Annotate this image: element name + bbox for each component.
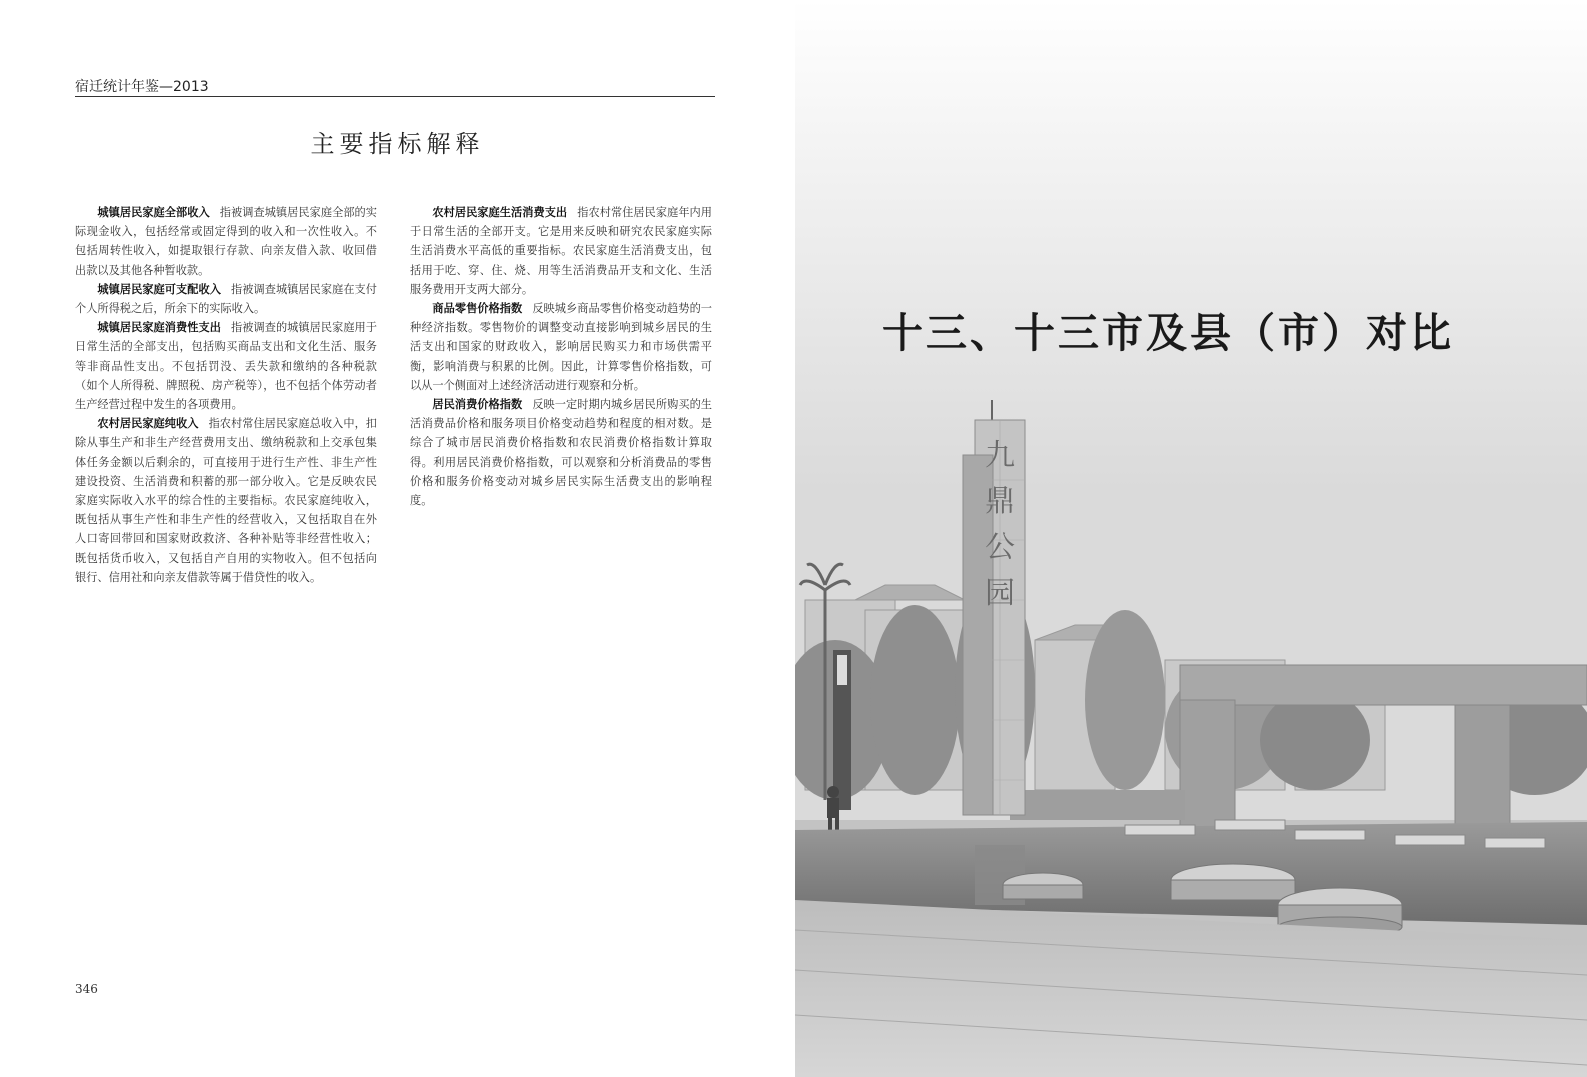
- definition-paragraph: [410, 299, 712, 395]
- tower-sign-character: 园: [985, 576, 1015, 611]
- right-page: [795, 0, 1587, 1077]
- definition-term: 农村居民家庭生活消费支出: [432, 206, 568, 219]
- definition-text: 指农村常住居民家庭年内用于日常生活的全部开支。它是用来反映和研究农民家庭实际生活消费水平高低的重要指标。农民家庭生活消费支出，包括用于吃、穿、住、烧、用等生活消费品开支和文化、生活服务费用开支两大部分。: [410, 206, 712, 296]
- text-column-right: [410, 203, 712, 510]
- definition-paragraph: [75, 414, 377, 587]
- park-photo: [795, 0, 1587, 1077]
- definition-paragraph: [410, 203, 712, 299]
- book-title: 宿迁统计年鉴—2013: [75, 79, 209, 95]
- definition-text: 指被调查城镇居民家庭在支付个人所得税之后，所余下的实际收入。: [75, 282, 377, 316]
- child-figure: [827, 786, 839, 832]
- definition-term: 城镇居民家庭消费性支出: [97, 321, 221, 335]
- definition-text: 指农村常住居民家庭总收入中，扣除从事生产和非生产经营费用支出、缴纳税款和上交承包集体任务金额以后剩余的，可直接用于进行生产性、非生产性建设投资、生活消费和积蓄的那一部分收入。它是反映农民家庭实际收入水平的综合性的主要指标。农民家庭纯收入，既包括从事生产性和非生产性的经营收入，又包括取自在外人口寄回带回和国家财政救济、各种补贴等非经营性收入；既包括货币收入，又包括自产自用的实物收入。但不包括向银行、信用社和向亲友借款等属于借贷性的收入。: [75, 417, 377, 584]
- definition-term: 城镇居民家庭可支配收入: [97, 282, 221, 296]
- definition-paragraph: [75, 318, 377, 414]
- text-column-left: [75, 203, 377, 587]
- definition-text: 指被调查城镇居民家庭全部的实际现金收入，包括经常或固定得到的收入和一次性收入。不包括周转性收入，如提取银行存款、向亲友借入款、收回借出款以及其他各种暂收款。: [75, 206, 377, 277]
- tower-sign-character: 鼎: [985, 484, 1015, 519]
- pavement: [795, 900, 1587, 1077]
- definition-paragraph: [410, 395, 712, 510]
- definition-text: 指被调查的城镇居民家庭用于日常生活的全部支出，包括购买商品支出和文化生活、服务等非商品性支出。不包括罚没、丢失款和缴纳的各种税款（如个人所得税、牌照税、房产税等），也不包括个体劳动者生产经营过程中发生的各项费用。: [75, 321, 377, 412]
- tower-sign-character: 公: [985, 530, 1015, 565]
- definition-paragraph: [75, 280, 377, 318]
- section-title: 主要指标解释: [310, 130, 485, 158]
- page-number: 346: [75, 982, 98, 996]
- tower-sign-character: 九: [985, 438, 1015, 473]
- definition-term: 商品零售价格指数: [432, 302, 523, 316]
- definition-text: 反映一定时期内城乡居民所购买的生活消费品价格和服务项目价格变动趋势和程度的相对数。是综合了城市居民消费价格指数和农民消费价格指数计算取得。利用居民消费价格指数，可以观察和分析消费品的零售价格和服务价格变动对城乡居民实际生活费支出的影响程度。: [410, 398, 712, 508]
- definition-text: 反映城乡商品零售价格变动趋势的一种经济指数。零售物价的调整变动直接影响到城乡居民的生活支出和国家的财政收入，影响居民购买力和市场供需平衡，影响消费与积累的比例。因此，计算零售价格指数，可以从一个侧面对上述经济活动进行观察和分析。: [410, 302, 712, 392]
- definition-paragraph: [75, 203, 377, 280]
- running-header: [75, 74, 715, 97]
- banner-pole: [833, 650, 851, 810]
- definition-term: 城镇居民家庭全部收入: [97, 206, 210, 219]
- definition-term: 农村居民家庭纯收入: [97, 417, 199, 431]
- definition-term: 居民消费价格指数: [432, 398, 523, 412]
- chapter-title: 十三、十三市及县（市）对比: [882, 309, 1454, 357]
